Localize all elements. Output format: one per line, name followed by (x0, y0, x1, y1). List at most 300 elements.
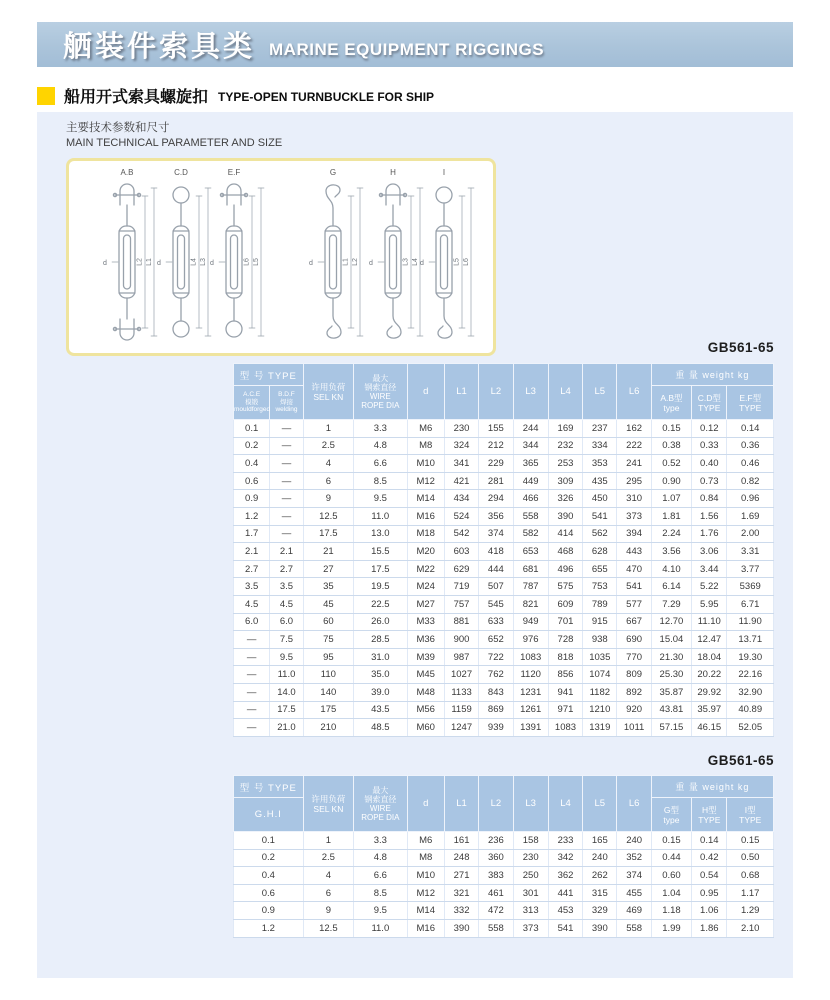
table-row (234, 420, 774, 438)
table-cell: 869 (479, 701, 513, 719)
table-cell: 542 (444, 525, 478, 543)
spec-table-ghi (233, 775, 774, 938)
col-header-type: 型 号 TYPE (234, 364, 304, 386)
table-cell: 541 (583, 507, 617, 525)
table-cell: 6 (303, 472, 353, 490)
col-header-l1: L1 (444, 364, 478, 420)
table-cell: 309 (548, 472, 582, 490)
dim-label-d: d (103, 260, 107, 267)
dim-label-d: d (157, 260, 161, 267)
table-cell: 1.29 (727, 902, 774, 920)
table-cell: M18 (407, 525, 444, 543)
table-row (234, 631, 774, 649)
dim-label-d: d (309, 260, 313, 267)
table-cell: 0.4 (234, 867, 304, 885)
table-cell: 441 (548, 884, 582, 902)
intro-zh: 主要技术参数和尺寸 (66, 122, 170, 134)
table-cell: — (270, 507, 303, 525)
table-cell: 0.46 (727, 455, 774, 473)
turnbuckle-drawing (301, 178, 365, 346)
page-title-band (37, 22, 793, 67)
table-row (234, 919, 774, 937)
table-cell: 0.9 (234, 902, 304, 920)
table-cell: 1.06 (692, 902, 727, 920)
table-cell: 1159 (444, 701, 478, 719)
col-header-d: d (407, 364, 444, 420)
table-cell: 394 (617, 525, 651, 543)
table-row (234, 867, 774, 885)
table-cell: 0.60 (651, 867, 691, 885)
table-cell: 14.0 (270, 683, 303, 701)
table-cell: 541 (617, 578, 651, 596)
col-header-weight: 重 量 weight kg (651, 776, 773, 798)
table-cell: 352 (617, 849, 651, 867)
table-cell: 0.15 (727, 832, 774, 850)
table-cell: 2.1 (270, 543, 303, 561)
table-cell: 0.15 (651, 832, 691, 850)
table-cell: 12.5 (303, 507, 353, 525)
table-cell: 0.44 (651, 849, 691, 867)
table-cell: 310 (617, 490, 651, 508)
section-title-en: TYPE-OPEN TURNBUCKLE FOR SHIP (218, 90, 435, 104)
col-header-type-bdf: B.D.F 焊接 welding (270, 386, 303, 420)
table-cell: 240 (617, 832, 651, 850)
table-cell: 313 (513, 902, 548, 920)
content-sheet (37, 112, 793, 978)
table-cell: 1.2 (234, 507, 270, 525)
table-cell: 28.5 (354, 631, 407, 649)
table-cell: 418 (479, 543, 513, 561)
table-cell: M12 (407, 884, 444, 902)
table-cell: 762 (479, 666, 513, 684)
table-row (234, 507, 774, 525)
table-cell: 250 (513, 867, 548, 885)
table-cell: 757 (444, 595, 478, 613)
table-cell: 324 (444, 437, 478, 455)
table-cell: 414 (548, 525, 582, 543)
dim-label: L1 (342, 258, 350, 266)
table-cell: 1231 (513, 683, 548, 701)
table-cell: 558 (479, 919, 513, 937)
table-body (234, 420, 774, 737)
table-cell: 40.89 (727, 701, 774, 719)
table-cell: 210 (303, 719, 353, 737)
table-cell: 4 (303, 867, 353, 885)
table-cell: 236 (479, 832, 513, 850)
figure-label: I (442, 168, 446, 177)
page-title-en: MARINE EQUIPMENT RIGGINGS (269, 39, 545, 59)
table-cell: 329 (583, 902, 617, 920)
table-cell: M10 (407, 867, 444, 885)
table-cell: 809 (617, 666, 651, 684)
table-cell: 271 (444, 867, 478, 885)
table-cell: 681 (513, 560, 548, 578)
table-cell: 13.0 (354, 525, 407, 543)
col-header-weight-h: H型 TYPE (692, 798, 727, 832)
table-cell: 4.10 (651, 560, 691, 578)
table-cell: 3.06 (692, 543, 727, 561)
table-cell: 11.0 (354, 507, 407, 525)
turnbuckle-figure-g (301, 167, 365, 349)
table-cell: 13.71 (727, 631, 774, 649)
table-cell: 374 (617, 867, 651, 885)
table-cell: 2.1 (234, 543, 270, 561)
table-cell: 1027 (444, 666, 478, 684)
table-cell: 9.5 (354, 902, 407, 920)
table-cell: 821 (513, 595, 548, 613)
figure-label: G (329, 168, 337, 177)
table-cell: M14 (407, 902, 444, 920)
table-cell: 365 (513, 455, 548, 473)
table-cell: 11.0 (270, 666, 303, 684)
table-body (234, 832, 774, 938)
col-header-weight-ab: A.B型 type (651, 386, 691, 420)
table-row (234, 472, 774, 490)
table-cell: 27 (303, 560, 353, 578)
table-cell: 43.5 (354, 701, 407, 719)
section-title-zh: 船用开式索具螺旋扣 (64, 89, 209, 106)
table-cell: 39.0 (354, 683, 407, 701)
table-cell: 52.05 (727, 719, 774, 737)
table-cell: M56 (407, 701, 444, 719)
table-cell: M60 (407, 719, 444, 737)
table-cell: 1120 (513, 666, 548, 684)
table-cell: 46.15 (692, 719, 727, 737)
table-cell: 892 (617, 683, 651, 701)
table-cell: 6.6 (354, 455, 407, 473)
table-cell: 230 (513, 849, 548, 867)
table-cell: M33 (407, 613, 444, 631)
table-cell: 155 (479, 420, 513, 438)
table-cell: 60 (303, 613, 353, 631)
table-cell: 6.6 (354, 867, 407, 885)
table-cell: 469 (617, 902, 651, 920)
table-cell: 373 (617, 507, 651, 525)
table-cell: 342 (548, 849, 582, 867)
table-cell: 0.12 (692, 420, 727, 438)
table-cell: 31.0 (354, 648, 407, 666)
turnbuckle-diagram-box (66, 158, 496, 356)
table-cell: 1083 (548, 719, 582, 737)
table-cell: — (234, 666, 270, 684)
table-cell: 0.4 (234, 455, 270, 473)
col-header-d: d (407, 776, 444, 832)
table-cell: 332 (444, 902, 478, 920)
table-cell: 3.3 (354, 420, 407, 438)
table-cell: 12.47 (692, 631, 727, 649)
table-cell: — (270, 455, 303, 473)
table-cell: 169 (548, 420, 582, 438)
dim-label: L5 (253, 258, 260, 266)
col-header-weight-ef: E.F型 TYPE (727, 386, 774, 420)
table-cell: M10 (407, 455, 444, 473)
table-cell: 222 (617, 437, 651, 455)
table-cell: M45 (407, 666, 444, 684)
table-cell: 949 (513, 613, 548, 631)
table-cell: 165 (583, 832, 617, 850)
table-cell: 1.17 (727, 884, 774, 902)
table-cell: 140 (303, 683, 353, 701)
table-cell: 9.5 (354, 490, 407, 508)
table-cell: 0.54 (692, 867, 727, 885)
table-cell: 987 (444, 648, 478, 666)
table-cell: 25.30 (651, 666, 691, 684)
table-cell: 35.87 (651, 683, 691, 701)
table-row (234, 884, 774, 902)
turnbuckle-figure-i (412, 167, 476, 349)
table-cell: 881 (444, 613, 478, 631)
table-cell: 20.22 (692, 666, 727, 684)
table-cell: 15.5 (354, 543, 407, 561)
table-cell: 2.7 (234, 560, 270, 578)
table-cell: 374 (479, 525, 513, 543)
table-row (234, 648, 774, 666)
table-cell: M48 (407, 683, 444, 701)
table-cell: 326 (548, 490, 582, 508)
table-cell: 667 (617, 613, 651, 631)
table-cell: 341 (444, 455, 478, 473)
table-cell: 8.5 (354, 472, 407, 490)
col-header-load: 许用负荷 SEL KN (303, 776, 353, 832)
table-row (234, 666, 774, 684)
table-cell: 7.5 (270, 631, 303, 649)
table-cell: 558 (617, 919, 651, 937)
figure-label: C.D (174, 168, 188, 177)
col-header-l1: L1 (444, 776, 478, 832)
col-header-l5: L5 (583, 776, 617, 832)
table-row (234, 613, 774, 631)
table-cell: 443 (617, 543, 651, 561)
table-cell: 232 (548, 437, 582, 455)
table-cell: — (234, 648, 270, 666)
dim-label: L4 (412, 258, 419, 266)
table-cell: 29.92 (692, 683, 727, 701)
table-cell: M6 (407, 832, 444, 850)
table-cell: 4 (303, 455, 353, 473)
table-cell: — (270, 420, 303, 438)
table-cell: 941 (548, 683, 582, 701)
table-cell: 240 (583, 849, 617, 867)
col-header-l3: L3 (513, 776, 548, 832)
table-cell: 11.90 (727, 613, 774, 631)
dim-label: L5 (453, 258, 461, 266)
table-cell: 0.73 (692, 472, 727, 490)
col-header-weight-cd: C.D型 TYPE (692, 386, 727, 420)
col-header-weight-g: G型 type (651, 798, 691, 832)
table-cell: 158 (513, 832, 548, 850)
table-cell: M27 (407, 595, 444, 613)
table-cell: 19.5 (354, 578, 407, 596)
col-header-l6: L6 (617, 776, 651, 832)
table-cell: 1074 (583, 666, 617, 684)
table-cell: 1182 (583, 683, 617, 701)
table-cell: 0.50 (727, 849, 774, 867)
table-cell: 9 (303, 490, 353, 508)
table-row (234, 560, 774, 578)
table-cell: 230 (444, 420, 478, 438)
col-header-weight: 重 量 weight kg (651, 364, 773, 386)
dim-label: L3 (200, 258, 207, 266)
col-header-l4: L4 (548, 364, 582, 420)
table-cell: 43.81 (651, 701, 691, 719)
table-cell: 233 (548, 832, 582, 850)
table-cell: 1133 (444, 683, 478, 701)
table-header (234, 776, 774, 832)
table-cell: 21.0 (270, 719, 303, 737)
table-cell: 15.04 (651, 631, 691, 649)
dim-label: L6 (463, 258, 470, 266)
table-cell: 2.5 (303, 849, 353, 867)
table-cell: 0.9 (234, 490, 270, 508)
dim-label: L2 (136, 258, 144, 266)
table-cell: 390 (583, 919, 617, 937)
table-cell: 390 (548, 507, 582, 525)
table-cell: 753 (583, 578, 617, 596)
table-cell: 787 (513, 578, 548, 596)
table-cell: 5.95 (692, 595, 727, 613)
table-cell: 35 (303, 578, 353, 596)
table-cell: 701 (548, 613, 582, 631)
table-cell: 373 (513, 919, 548, 937)
col-header-l3: L3 (513, 364, 548, 420)
col-header-l2: L2 (479, 776, 513, 832)
table-row (234, 683, 774, 701)
table-cell: 470 (617, 560, 651, 578)
table-cell: 35.0 (354, 666, 407, 684)
table-cell: 21.30 (651, 648, 691, 666)
table-cell: 722 (479, 648, 513, 666)
table-cell: 0.84 (692, 490, 727, 508)
table-cell: 455 (617, 884, 651, 902)
table-cell: — (270, 525, 303, 543)
col-header-l5: L5 (583, 364, 617, 420)
table-cell: 21 (303, 543, 353, 561)
standard-label-2: GB561-65 (707, 753, 774, 768)
table-cell: 45 (303, 595, 353, 613)
table-cell: 0.82 (727, 472, 774, 490)
table-cell: M8 (407, 849, 444, 867)
table-cell: 558 (513, 507, 548, 525)
dim-label: L4 (190, 258, 198, 266)
table-cell: 0.52 (651, 455, 691, 473)
table-cell: 0.68 (727, 867, 774, 885)
table-cell: 229 (479, 455, 513, 473)
table-cell: 110 (303, 666, 353, 684)
table-cell: 161 (444, 832, 478, 850)
table-cell: 383 (479, 867, 513, 885)
table-cell: 3.3 (354, 832, 407, 850)
table-cell: 11.10 (692, 613, 727, 631)
table-cell: 162 (617, 420, 651, 438)
table-cell: 2.00 (727, 525, 774, 543)
table-cell: 507 (479, 578, 513, 596)
table-cell: 900 (444, 631, 478, 649)
table-cell: 0.42 (692, 849, 727, 867)
table-cell: 770 (617, 648, 651, 666)
table-cell: 2.10 (727, 919, 774, 937)
table-cell: 0.33 (692, 437, 727, 455)
table-cell: 0.1 (234, 420, 270, 438)
table-cell: 18.04 (692, 648, 727, 666)
yellow-bullet-icon (37, 87, 55, 105)
table-cell: 175 (303, 701, 353, 719)
table-cell: 281 (479, 472, 513, 490)
table-cell: 294 (479, 490, 513, 508)
table-cell: 6 (303, 884, 353, 902)
table-cell: 818 (548, 648, 582, 666)
table-cell: 2.5 (303, 437, 353, 455)
table-cell: 32.90 (727, 683, 774, 701)
table-cell: 1.2 (234, 919, 304, 937)
table-header (234, 364, 774, 420)
table-cell: M12 (407, 472, 444, 490)
table-cell: 22.5 (354, 595, 407, 613)
table-cell: 575 (548, 578, 582, 596)
table-cell: 461 (479, 884, 513, 902)
table-cell: 1.18 (651, 902, 691, 920)
turnbuckle-drawing (412, 178, 476, 346)
table-cell: 728 (548, 631, 582, 649)
table-cell: 2.7 (270, 560, 303, 578)
table-cell: 22.16 (727, 666, 774, 684)
table-cell: 356 (479, 507, 513, 525)
table-cell: 0.1 (234, 832, 304, 850)
col-header-l6: L6 (617, 364, 651, 420)
table-cell: 652 (479, 631, 513, 649)
table-cell: 466 (513, 490, 548, 508)
table-cell: 9.5 (270, 648, 303, 666)
table-cell: 1.56 (692, 507, 727, 525)
table-cell: 0.36 (727, 437, 774, 455)
table-row (234, 578, 774, 596)
col-header-wire-dia: 最大 钢索直径 WIRE ROPE DIA (354, 776, 407, 832)
table-cell: 3.5 (270, 578, 303, 596)
table-cell: 562 (583, 525, 617, 543)
table-cell: M22 (407, 560, 444, 578)
table-cell: 524 (444, 507, 478, 525)
table-cell: 609 (548, 595, 582, 613)
table-row (234, 543, 774, 561)
table-cell: 789 (583, 595, 617, 613)
table-row (234, 490, 774, 508)
table-cell: 719 (444, 578, 478, 596)
table-cell: 472 (479, 902, 513, 920)
table-cell: 0.38 (651, 437, 691, 455)
table-cell: M20 (407, 543, 444, 561)
col-header-type-ghi: G.H.I (234, 798, 304, 832)
table-cell: 3.44 (692, 560, 727, 578)
dim-label: L2 (352, 258, 359, 266)
table-cell: 653 (513, 543, 548, 561)
table-row (234, 832, 774, 850)
table-cell: M24 (407, 578, 444, 596)
table-cell: 241 (617, 455, 651, 473)
table-cell: — (270, 490, 303, 508)
table-cell: — (234, 719, 270, 737)
table-cell: 4.8 (354, 849, 407, 867)
table-cell: 334 (583, 437, 617, 455)
table-cell: 1391 (513, 719, 548, 737)
table-cell: 1.81 (651, 507, 691, 525)
col-header-wire-dia: 最大 钢索直径 WIRE ROPE DIA (354, 364, 407, 420)
table-row (234, 595, 774, 613)
table-cell: 629 (444, 560, 478, 578)
table-cell: 17.5 (270, 701, 303, 719)
table-cell: 3.77 (727, 560, 774, 578)
table-cell: 971 (548, 701, 582, 719)
table-cell: 0.14 (692, 832, 727, 850)
table-cell: 0.96 (727, 490, 774, 508)
